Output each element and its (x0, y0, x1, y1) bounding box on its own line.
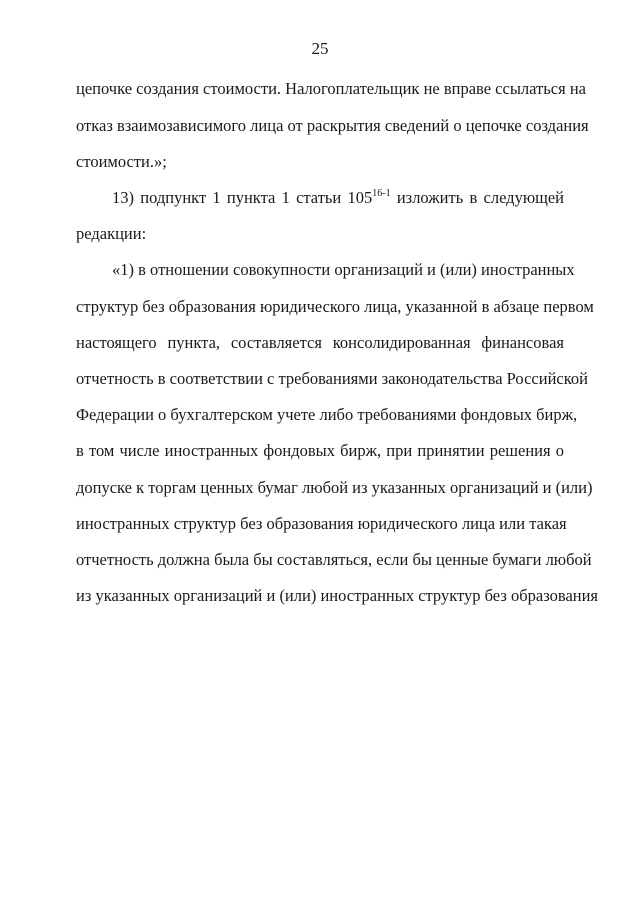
text-line (112, 187, 564, 209)
text-line: настоящего пункта, составляется консолидированная финансовая (76, 333, 564, 352)
text-line: в том числе иностранных фондовых бирж, при принятии решения о (76, 441, 564, 460)
text-line: стоимости.»; (76, 152, 167, 171)
text-line: иностранных структур без образования юридического лица или такая (76, 514, 567, 533)
text-line: цепочке создания стоимости. Налогоплательщик не вправе ссылаться на (76, 79, 586, 98)
text-line: отчетность должна была бы составляться, если бы ценные бумаги любой (76, 550, 592, 569)
text-line: отказ взаимозависимого лица от раскрытия сведений о цепочке создания (76, 116, 589, 135)
text-fragment: 13) подпункт 1 пункта 1 статьи 105 (112, 188, 373, 207)
text-line: структур без образования юридического лица, указанной в абзаце первом (76, 297, 594, 316)
text-line: допуске к торгам ценных бумаг любой из указанных организаций и (или) (76, 478, 593, 497)
text-line: «1) в отношении совокупности организаций и (или) иностранных (112, 260, 575, 279)
article-superscript: 16-1 (372, 188, 391, 199)
text-fragment: изложить в следующей (390, 188, 565, 207)
text-line: отчетность в соответствии с требованиями законодательства Российской (76, 369, 588, 388)
text-line: из указанных организаций и (или) иностранных структур без образования (76, 586, 599, 605)
text-line: Федерации о бухгалтерском учете либо требованиями фондовых бирж, (76, 405, 578, 424)
text-line: редакции: (76, 224, 147, 243)
page-number: 25 (311, 39, 329, 58)
